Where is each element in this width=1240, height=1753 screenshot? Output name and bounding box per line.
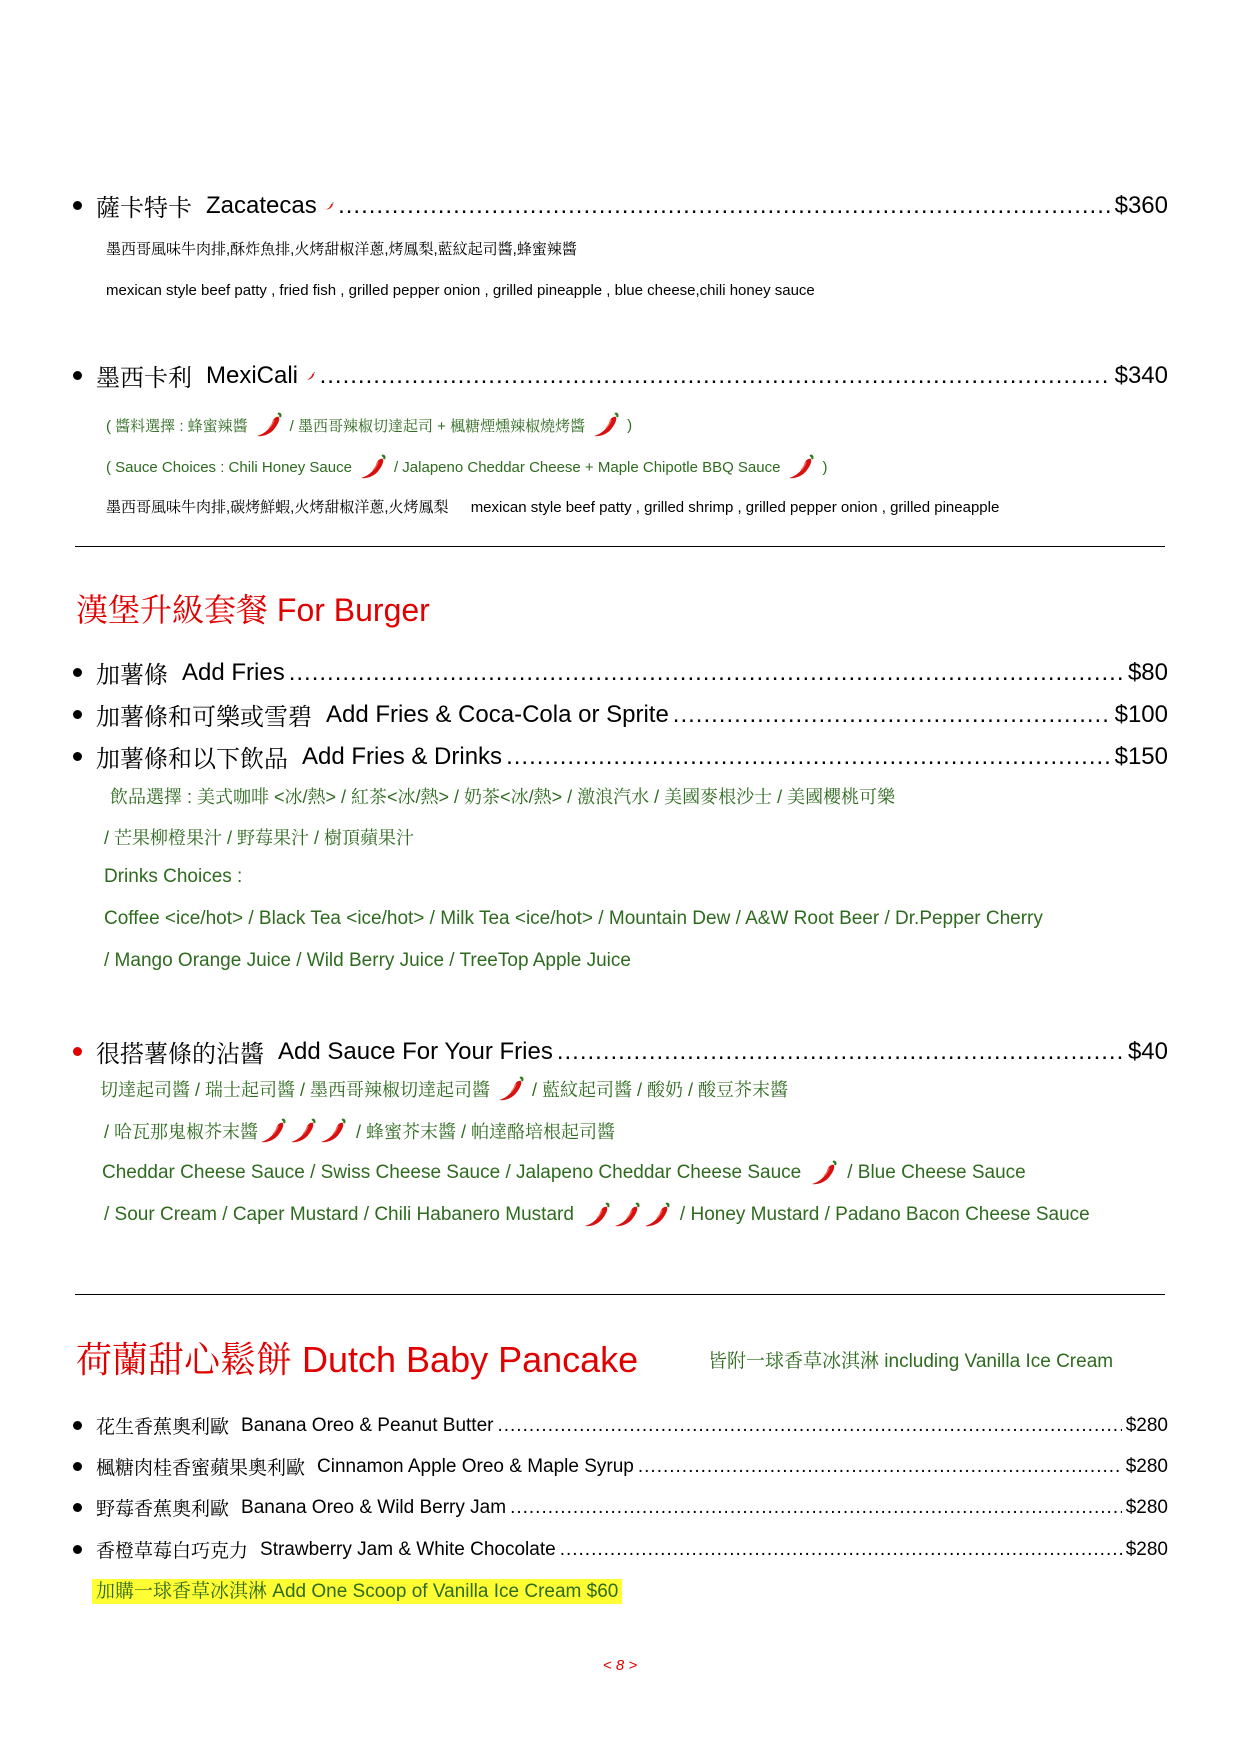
item-desc-en: mexican style beef patty , fried fish , grilled pepper onion , grilled pineapple , blue cheese,chili honey sauce xyxy=(106,282,815,299)
bullet-icon xyxy=(73,201,82,210)
item-name-zh: 墨西卡利 xyxy=(96,365,192,392)
section-divider xyxy=(75,546,1165,547)
sauce-list-en-2 xyxy=(104,1200,1090,1230)
item-price: $280 xyxy=(1125,1538,1168,1560)
item-name-en: Add Sauce For Your Fries xyxy=(278,1037,553,1065)
sauce-choices-en-part: / Jalapeno Cheddar Cheese + Maple Chipotle BBQ Sauce xyxy=(393,458,781,476)
chili-pepper-icon xyxy=(254,410,284,440)
chili-pepper-icon xyxy=(642,1200,672,1230)
sauce-list-zh-part: / 蜂蜜芥末醬 / 帕達酪培根起司醬 xyxy=(356,1122,616,1142)
sauce-choices-zh-part: / 墨西哥辣椒切達起司 + 楓糖煙燻辣椒燒烤醬 xyxy=(289,417,586,435)
sauce-choices-en-part: ( Sauce Choices : Chili Honey Sauce xyxy=(106,458,352,476)
drinks-choices-en-2: / Mango Orange Juice / Wild Berry Juice / TreeTop Apple Juice xyxy=(104,950,631,971)
menu-item-pancake xyxy=(73,1494,1168,1521)
section-divider xyxy=(75,1294,1165,1295)
item-name-en: Add Fries & Drinks xyxy=(302,742,503,770)
page-number: < 8 > xyxy=(602,1657,638,1674)
item-name-zh: 加薯條和可樂或雪碧 xyxy=(96,704,312,731)
sauce-choices-zh-part: ) xyxy=(627,416,633,434)
sauce-list-en-part: / Blue Cheese Sauce xyxy=(847,1162,1026,1183)
menu-item-add-fries-drinks xyxy=(73,739,1168,774)
item-price: $100 xyxy=(1114,700,1168,728)
bullet-icon xyxy=(73,1545,82,1554)
item-name-zh: 加薯條和以下飲品 xyxy=(96,746,288,773)
section-heading-dutch-baby: 荷蘭甜心鬆餅 Dutch Baby Pancake xyxy=(76,1339,639,1380)
item-name-zh: 加薯條 xyxy=(96,662,168,689)
addon-highlight: 加購一球香草冰淇淋 Add One Scoop of Vanilla Ice Cream $60 xyxy=(92,1579,622,1604)
item-name-en: Banana Oreo & Peanut Butter xyxy=(241,1414,494,1436)
item-name-zh: 楓糖肉桂香蜜蘋果奧利歐 xyxy=(96,1458,306,1479)
item-desc-zh: 墨西哥風味牛肉排,酥炸魚排,火烤甜椒洋蔥,烤鳳梨,藍紋起司醬,蜂蜜辣醬 xyxy=(106,241,577,258)
chili-pepper-icon xyxy=(496,1074,526,1104)
bullet-icon xyxy=(73,1421,82,1430)
chili-pepper-icon xyxy=(306,361,316,391)
drinks-choices-en-1: Coffee <ice/hot> / Black Tea <ice/hot> / Milk Tea <ice/hot> / Mountain Dew / A&W Root Beer / Dr.Pepper Cherry xyxy=(104,908,1043,929)
chili-pepper-icon xyxy=(325,191,334,221)
menu-item-pancake xyxy=(73,1453,1168,1480)
sauce-list-zh-part: / 哈瓦那鬼椒芥末醬 xyxy=(104,1122,259,1142)
dot-leader xyxy=(557,1038,1124,1066)
chili-pepper-icon xyxy=(612,1200,642,1230)
dot-leader xyxy=(638,1456,1122,1478)
bullet-icon xyxy=(73,371,82,380)
item-name-en: Strawberry Jam & White Chocolate xyxy=(260,1538,556,1560)
item-name-en: MexiCali xyxy=(206,361,299,389)
chili-pepper-icon xyxy=(809,1158,839,1188)
item-name-zh: 薩卡特卡 xyxy=(96,195,192,222)
drinks-choices-en-title: Drinks Choices : xyxy=(104,866,243,887)
sauce-list-zh-1 xyxy=(100,1074,788,1104)
sauce-list-en-part: Cheddar Cheese Sauce / Swiss Cheese Sauce / Jalapeno Cheddar Cheese Sauce xyxy=(102,1162,802,1183)
menu-item-add-fries xyxy=(73,655,1168,690)
dot-leader xyxy=(497,1415,1121,1437)
item-price: $80 xyxy=(1127,658,1168,686)
bullet-icon xyxy=(73,752,82,761)
item-desc xyxy=(106,496,999,517)
menu-item-add-fries-cola xyxy=(73,697,1168,732)
sauce-list-en-1 xyxy=(102,1158,1026,1188)
bullet-icon xyxy=(73,710,82,719)
chili-pepper-icon xyxy=(318,1116,348,1146)
drinks-choices-zh-1: 飲品選擇 : 美式咖啡 <冰/熱> / 紅茶<冰/熱> / 奶茶<冰/熱> / 激浪汽水 / 美國麥根沙士 / 美國櫻桃可樂 xyxy=(110,787,896,807)
chili-pepper-icon xyxy=(358,452,388,482)
bullet-icon xyxy=(73,1047,82,1056)
section-note: 皆附一球香草冰淇淋 including Vanilla Ice Cream xyxy=(708,1351,1114,1372)
dot-leader xyxy=(560,1539,1122,1561)
item-name-zh: 香橙草莓白巧克力 xyxy=(96,1541,249,1562)
item-price: $150 xyxy=(1114,742,1168,770)
item-name-zh: 很搭薯條的沾醬 xyxy=(96,1041,264,1068)
chili-pepper-icon xyxy=(786,452,816,482)
item-price: $280 xyxy=(1125,1496,1168,1518)
menu-item-pancake xyxy=(73,1412,1168,1439)
item-price: $340 xyxy=(1114,361,1168,389)
menu-item-mexicali xyxy=(73,358,1168,393)
menu-item-pancake xyxy=(73,1536,1168,1563)
item-desc-zh: 墨西哥風味牛肉排,碳烤鮮蝦,火烤甜椒洋蔥,火烤鳳梨 xyxy=(106,499,449,516)
item-name-en: Zacatecas xyxy=(206,191,317,219)
item-name-en: Add Fries xyxy=(182,658,285,686)
drinks-choices-zh-2: / 芒果柳橙果汁 / 野莓果汁 / 樹頂蘋果汁 xyxy=(104,828,415,848)
sauce-choices-en-part: ) xyxy=(822,458,828,476)
item-price: $280 xyxy=(1125,1455,1168,1477)
dot-leader xyxy=(510,1497,1122,1519)
dot-leader xyxy=(289,659,1124,687)
chili-pepper-icon xyxy=(591,410,621,440)
sauce-list-zh-part: / 藍紋起司醬 / 酸奶 / 酸豆芥末醬 xyxy=(532,1080,789,1100)
menu-item-zacatecas xyxy=(73,188,1168,223)
dot-leader xyxy=(338,192,1111,220)
dot-leader xyxy=(506,743,1111,771)
dot-leader xyxy=(673,701,1111,729)
item-name-en: Banana Oreo & Wild Berry Jam xyxy=(241,1496,507,1518)
chili-pepper-icon xyxy=(582,1200,612,1230)
item-desc-en: mexican style beef patty , grilled shrimp , grilled pepper onion , grilled pineapple xyxy=(470,499,1000,516)
item-name-zh: 野莓香蕉奧利歐 xyxy=(96,1499,230,1520)
chili-pepper-icon xyxy=(258,1116,288,1146)
sauce-choices-zh xyxy=(106,410,632,440)
item-price: $40 xyxy=(1127,1037,1168,1065)
item-name-en: Cinnamon Apple Oreo & Maple Syrup xyxy=(317,1455,634,1477)
item-price: $360 xyxy=(1114,191,1168,219)
item-name-en: Add Fries & Coca-Cola or Sprite xyxy=(326,700,669,728)
bullet-icon xyxy=(73,1462,82,1471)
item-name-zh: 花生香蕉奧利歐 xyxy=(96,1417,230,1438)
section-heading-for-burger: 漢堡升級套餐 For Burger xyxy=(76,592,430,628)
item-price: $280 xyxy=(1125,1414,1168,1436)
sauce-list-en-part: / Honey Mustard / Padano Bacon Cheese Sauce xyxy=(679,1204,1090,1225)
sauce-list-en-part: / Sour Cream / Caper Mustard / Chili Habanero Mustard xyxy=(104,1204,574,1225)
bullet-icon xyxy=(73,668,82,677)
sauce-list-zh-part: 切達起司醬 / 瑞士起司醬 / 墨西哥辣椒切達起司醬 xyxy=(100,1080,491,1100)
bullet-icon xyxy=(73,1503,82,1512)
sauce-choices-en xyxy=(106,452,827,482)
sauce-list-zh-2 xyxy=(104,1116,615,1146)
sauce-choices-zh-part: ( 醬料選擇 : 蜂蜜辣醬 xyxy=(106,417,248,435)
menu-item-add-sauce xyxy=(73,1034,1168,1069)
addon-note xyxy=(92,1576,622,1603)
dot-leader xyxy=(320,362,1111,390)
chili-pepper-icon xyxy=(288,1116,318,1146)
